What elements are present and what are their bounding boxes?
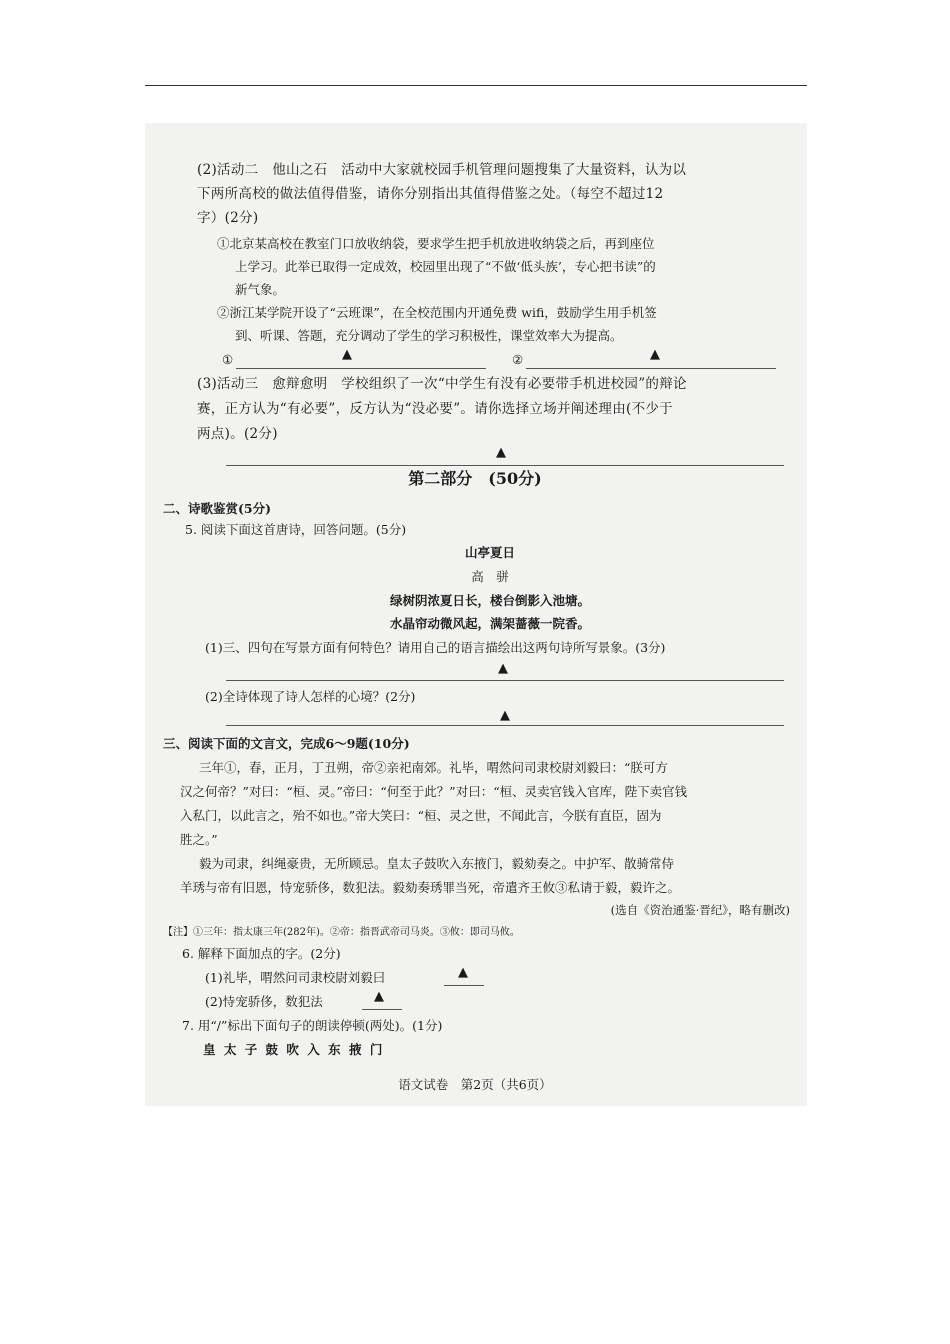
page-footer: 语文试卷 第2页（共6页）: [398, 1077, 552, 1092]
answer-line: [226, 465, 784, 466]
answer-marker-icon: ▲: [342, 347, 352, 362]
classical-source: (选自《资治通鉴·晋纪》，略有删改): [610, 903, 790, 917]
q6-item1: (1)礼毕，喟然问司隶校尉刘毅曰: [205, 970, 386, 985]
case2-line2: 到、听课、答题，充分调动了学生的学习积极性，课堂效率大为提高。: [235, 328, 623, 343]
q7-sentence: 皇 太 子 鼓 吹 入 东 掖 门: [203, 1042, 385, 1057]
activity3-line3: 两点)。(2分): [197, 426, 278, 442]
poem-line-1: 绿树阴浓夏日长，楼台倒影入池塘。: [389, 593, 590, 608]
activity3-line2: 赛，正方认为“有必要”，反方认为“没必要”。请你选择立场并阐述理由(不少于: [197, 401, 673, 417]
answer-marker-icon: ▲: [458, 965, 468, 980]
activity3-line1: (3)活动三 愈辩愈明 学校组织了一次“中学生有没有必要带手机进校园”的辩论: [197, 376, 687, 392]
classical-p2-line1: 毅为司隶，纠绳豪贵，无所顾忌。皇太子鼓吹入东掖门，毅劾奏之。中护军、散骑常侍: [199, 856, 675, 871]
classical-p1-line1: 三年①，春，正月，丁丑朔，帝②亲祀南郊。礼毕，喟然问司隶校尉刘毅曰：“朕可方: [199, 760, 668, 775]
answer-marker-icon: ▲: [496, 445, 506, 460]
q7-prompt: 7. 用“/”标出下面句子的朗读停顿(两处)。(1分): [182, 1018, 443, 1033]
answer-marker-icon: ▲: [374, 989, 384, 1004]
classical-p1-line2: 汉之何帝？”对曰：“桓、灵。”帝曰：“何至于此？”对曰：“桓、灵卖官钱入官库，陛下卖官钱: [180, 784, 688, 799]
activity2-line2: 下两所高校的做法值得借鉴，请你分别指出其值得借鉴之处。（每空不超过12: [197, 186, 664, 202]
case2-line1: ②浙江某学院开设了“云班课”，在全校范围内开通免费 wifi，鼓励学生用手机签: [217, 305, 657, 320]
answer-marker-icon: ▲: [500, 708, 510, 723]
blank2-label: ②: [512, 352, 524, 367]
classical-p1-line3: 入私门，以此言之，殆不如也。”帝大笑曰：“桓、灵之世，不闻此言，今朕有直臣，固为: [180, 808, 662, 823]
activity2-line3: 字）(2分): [197, 210, 259, 226]
case1-line2: 上学习。此举已取得一定成效，校园里出现了“不做‘低头族’，专心把书读”的: [235, 259, 656, 274]
q6-item2-blank: [362, 1009, 402, 1010]
q6-item2: (2)恃宠骄侈，数犯法: [205, 994, 323, 1009]
blank2-line: [526, 368, 776, 369]
q5-prompt: 5. 阅读下面这首唐诗，回答问题。(5分): [185, 522, 407, 537]
poem-author: 高 骈: [471, 569, 509, 584]
answer-line: [226, 725, 784, 726]
classical-heading: 三、阅读下面的文言文，完成6～9题(10分): [163, 736, 410, 751]
case1-line1: ①北京某高校在教室门口放收纳袋，要求学生把手机放进收纳袋之后，再到座位: [217, 236, 655, 251]
answer-marker-icon: ▲: [650, 347, 660, 362]
activity2-line1: (2)活动二 他山之石 活动中大家就校园手机管理问题搜集了大量资料，认为以: [197, 162, 687, 178]
part2-title: 第二部分 (50分): [408, 469, 542, 488]
blank1-label: ①: [222, 352, 234, 367]
classical-p2-line2: 羊琇与帝有旧恩，恃宠骄侈，数犯法。毅劾奏琇罪当死，帝遣齐王攸③私请于毅，毅许之。: [180, 880, 681, 895]
poem-line-2: 水晶帘动微风起，满架蔷薇一院香。: [389, 616, 590, 631]
poetry-heading: 二、诗歌鉴赏(5分): [163, 501, 272, 516]
answer-line: [226, 680, 784, 681]
answer-marker-icon: ▲: [498, 661, 508, 676]
poem-title: 山亭夏日: [464, 545, 515, 560]
classical-p1-line4: 胜之。”: [180, 832, 218, 847]
classical-note: 【注】①三年：指太康三年(282年)。②帝：指晋武帝司马炎。③攸：即司马攸。: [163, 927, 520, 938]
poetry-subq2: (2)全诗体现了诗人怎样的心境？(2分): [205, 689, 416, 704]
q6-item1-blank: [444, 985, 484, 986]
blank1-line: [236, 368, 486, 369]
q6-prompt: 6. 解释下面加点的字。(2分): [182, 946, 341, 961]
case1-line3: 新气象。: [235, 282, 286, 297]
top-rule: [145, 85, 807, 86]
poetry-subq1: (1)三、四句在写景方面有何特色？请用自己的语言描绘出这两句诗所写景象。(3分): [205, 640, 666, 655]
